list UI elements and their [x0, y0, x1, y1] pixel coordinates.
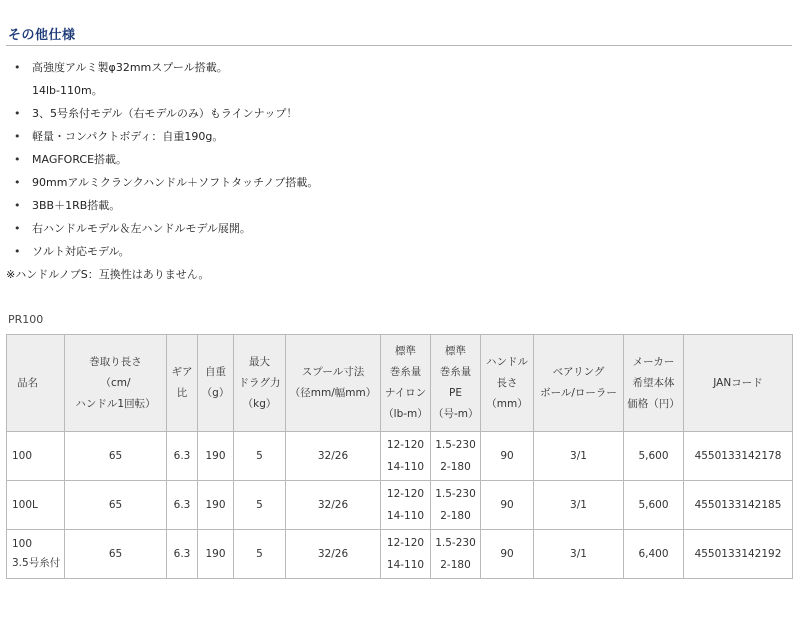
column-header-line: スプール寸法: [301, 366, 365, 378]
column-header-bearing: [534, 335, 624, 432]
other-specs-heading: その他仕様: [8, 28, 76, 43]
feature-text: ソルト対応モデル。: [32, 245, 130, 258]
column-header-line: ハンドル: [486, 355, 528, 368]
column-header-spool: [286, 335, 381, 432]
cell-line: 12-120: [386, 488, 425, 500]
column-header-line: ベアリング: [552, 366, 605, 378]
feature-item: [14, 125, 774, 148]
cell-drag: 5: [234, 432, 286, 481]
cell-price: 5,600: [624, 481, 684, 530]
column-header-line: （g）: [201, 387, 230, 399]
cell-handle: 90: [481, 530, 534, 579]
bullet-icon: •: [14, 245, 21, 258]
cell-name: [7, 481, 65, 530]
table-row: [7, 481, 793, 530]
cell-line: 1.5-230: [435, 537, 476, 549]
column-header-drag: [234, 335, 286, 432]
column-header-line: 巻糸量: [439, 366, 472, 378]
cell-retrieve: 65: [65, 530, 167, 579]
bullet-icon: •: [14, 176, 21, 189]
bullet-icon: •: [14, 61, 21, 74]
cell-jan: 4550133142192: [684, 530, 793, 579]
feature-text: 高強度アルミ製φ32mmスプール搭載。: [32, 61, 228, 74]
feature-text: 90mmアルミクランクハンドル＋ソフトタッチノブ搭載。: [32, 176, 319, 189]
cell-nylon: [381, 432, 431, 481]
feature-item: [14, 240, 774, 263]
cell-spool: 32/26: [286, 432, 381, 481]
cell-nylon: [381, 530, 431, 579]
column-header-line: （cm/: [100, 376, 131, 389]
column-header-line: （lb-m）: [383, 408, 428, 420]
column-header-line: ナイロン: [384, 387, 427, 399]
feature-item: [14, 102, 774, 125]
column-header-line: ギア: [171, 366, 193, 378]
cell-bearing: 3/1: [534, 530, 624, 579]
cell-drag: 5: [234, 481, 286, 530]
feature-text: 右ハンドルモデル＆左ハンドルモデル展開。: [32, 222, 251, 235]
cell-line: 1.5-230: [435, 439, 476, 451]
column-header-gear: [167, 335, 198, 432]
spec-table: [6, 334, 793, 579]
cell-nylon: [381, 481, 431, 530]
cell-bearing: 3/1: [534, 481, 624, 530]
cell-line: 14-110: [386, 510, 425, 522]
column-header-line: 標準: [445, 345, 466, 357]
bullet-icon: •: [14, 199, 21, 212]
cell-line: 12-120: [386, 439, 425, 451]
table-body: [7, 432, 793, 579]
cell-drag: 5: [234, 530, 286, 579]
bullet-icon: •: [14, 130, 21, 143]
cell-line: 100: [12, 538, 33, 550]
feature-item: [14, 217, 774, 240]
cell-pe: [431, 481, 481, 530]
cell-jan: 4550133142178: [684, 432, 793, 481]
column-header-jan: [684, 335, 793, 432]
cell-line: 14-110: [386, 461, 425, 473]
cell-line: 2-180: [440, 559, 471, 571]
feature-text: 軽量・コンパクトボディ：自重190g。: [32, 130, 224, 143]
column-header-line: （mm）: [486, 397, 528, 410]
column-header-line: （径mm/幅mm）: [289, 387, 377, 399]
column-header-line: 巻糸量: [389, 366, 422, 378]
feature-item: [14, 194, 774, 217]
column-header-line: PE: [449, 387, 462, 399]
cell-name: [7, 530, 65, 579]
cell-line: 1.5-230: [435, 488, 476, 500]
bullet-icon: •: [14, 107, 21, 120]
column-header-line: 比: [176, 387, 188, 399]
column-header-line: （号-m）: [433, 408, 479, 420]
column-header-line: JANコード: [713, 376, 763, 389]
feature-text: 3BB＋1RB搭載。: [32, 199, 121, 212]
column-header-line: 標準: [395, 345, 416, 357]
cell-line: 3.5号糸付: [12, 557, 61, 569]
column-header-pe: [431, 335, 481, 432]
cell-weight: 190: [198, 432, 234, 481]
cell-line: 100: [12, 449, 33, 462]
column-header-line: ドラグ力: [238, 376, 281, 389]
column-header-line: 巻取り長さ: [89, 355, 142, 368]
feature-continuation: 14lb-110m。: [32, 84, 103, 97]
heading-divider: [6, 45, 792, 46]
cell-handle: 90: [481, 432, 534, 481]
cell-line: 2-180: [440, 510, 471, 522]
cell-price: 5,600: [624, 432, 684, 481]
column-header-line: 長さ: [496, 376, 518, 389]
cell-weight: 190: [198, 530, 234, 579]
column-header-handle: [481, 335, 534, 432]
feature-item: [14, 148, 774, 171]
cell-spool: 32/26: [286, 530, 381, 579]
column-header-line: ハンドル1回転）: [75, 397, 156, 410]
feature-text: MAGFORCE搭載。: [32, 153, 128, 166]
cell-retrieve: 65: [65, 432, 167, 481]
table-row: [7, 530, 793, 579]
cell-pe: [431, 432, 481, 481]
bullet-icon: •: [14, 222, 21, 235]
model-label: PR100: [8, 313, 44, 326]
cell-price: 6,400: [624, 530, 684, 579]
compatibility-note: ※ハンドルノブS：互換性はありません。: [6, 268, 210, 281]
feature-item: [14, 171, 774, 194]
cell-gear: 6.3: [167, 432, 198, 481]
column-header-retrieve: [65, 335, 167, 432]
cell-line: 14-110: [386, 559, 425, 571]
feature-text: 3、5号糸付モデル（右モデルのみ）もラインナップ！: [32, 107, 298, 120]
column-header-nylon: [381, 335, 431, 432]
column-header-line: 最大: [249, 355, 270, 368]
column-header-name: [7, 335, 65, 432]
cell-gear: 6.3: [167, 530, 198, 579]
table-header-row: [7, 335, 793, 432]
cell-retrieve: 65: [65, 481, 167, 530]
feature-item: [14, 56, 774, 79]
column-header-line: 品名: [17, 376, 38, 389]
cell-line: 12-120: [386, 537, 425, 549]
table-row: [7, 432, 793, 481]
spec-feature-list: [6, 56, 774, 286]
column-header-price: [624, 335, 684, 432]
cell-pe: [431, 530, 481, 579]
cell-bearing: 3/1: [534, 432, 624, 481]
column-header-line: 価格（円）: [627, 397, 680, 410]
bullet-icon: •: [14, 153, 21, 166]
column-header-line: ボール/ローラー: [540, 387, 617, 399]
cell-name: [7, 432, 65, 481]
cell-gear: 6.3: [167, 481, 198, 530]
column-header-line: 自重: [205, 366, 226, 378]
column-header-line: 希望本体: [632, 376, 675, 389]
cell-line: 100L: [12, 498, 38, 511]
cell-weight: 190: [198, 481, 234, 530]
cell-line: 2-180: [440, 461, 471, 473]
column-header-line: （kg）: [242, 397, 277, 410]
cell-handle: 90: [481, 481, 534, 530]
column-header-weight: [198, 335, 234, 432]
column-header-line: メーカー: [632, 355, 675, 368]
cell-spool: 32/26: [286, 481, 381, 530]
cell-jan: 4550133142185: [684, 481, 793, 530]
